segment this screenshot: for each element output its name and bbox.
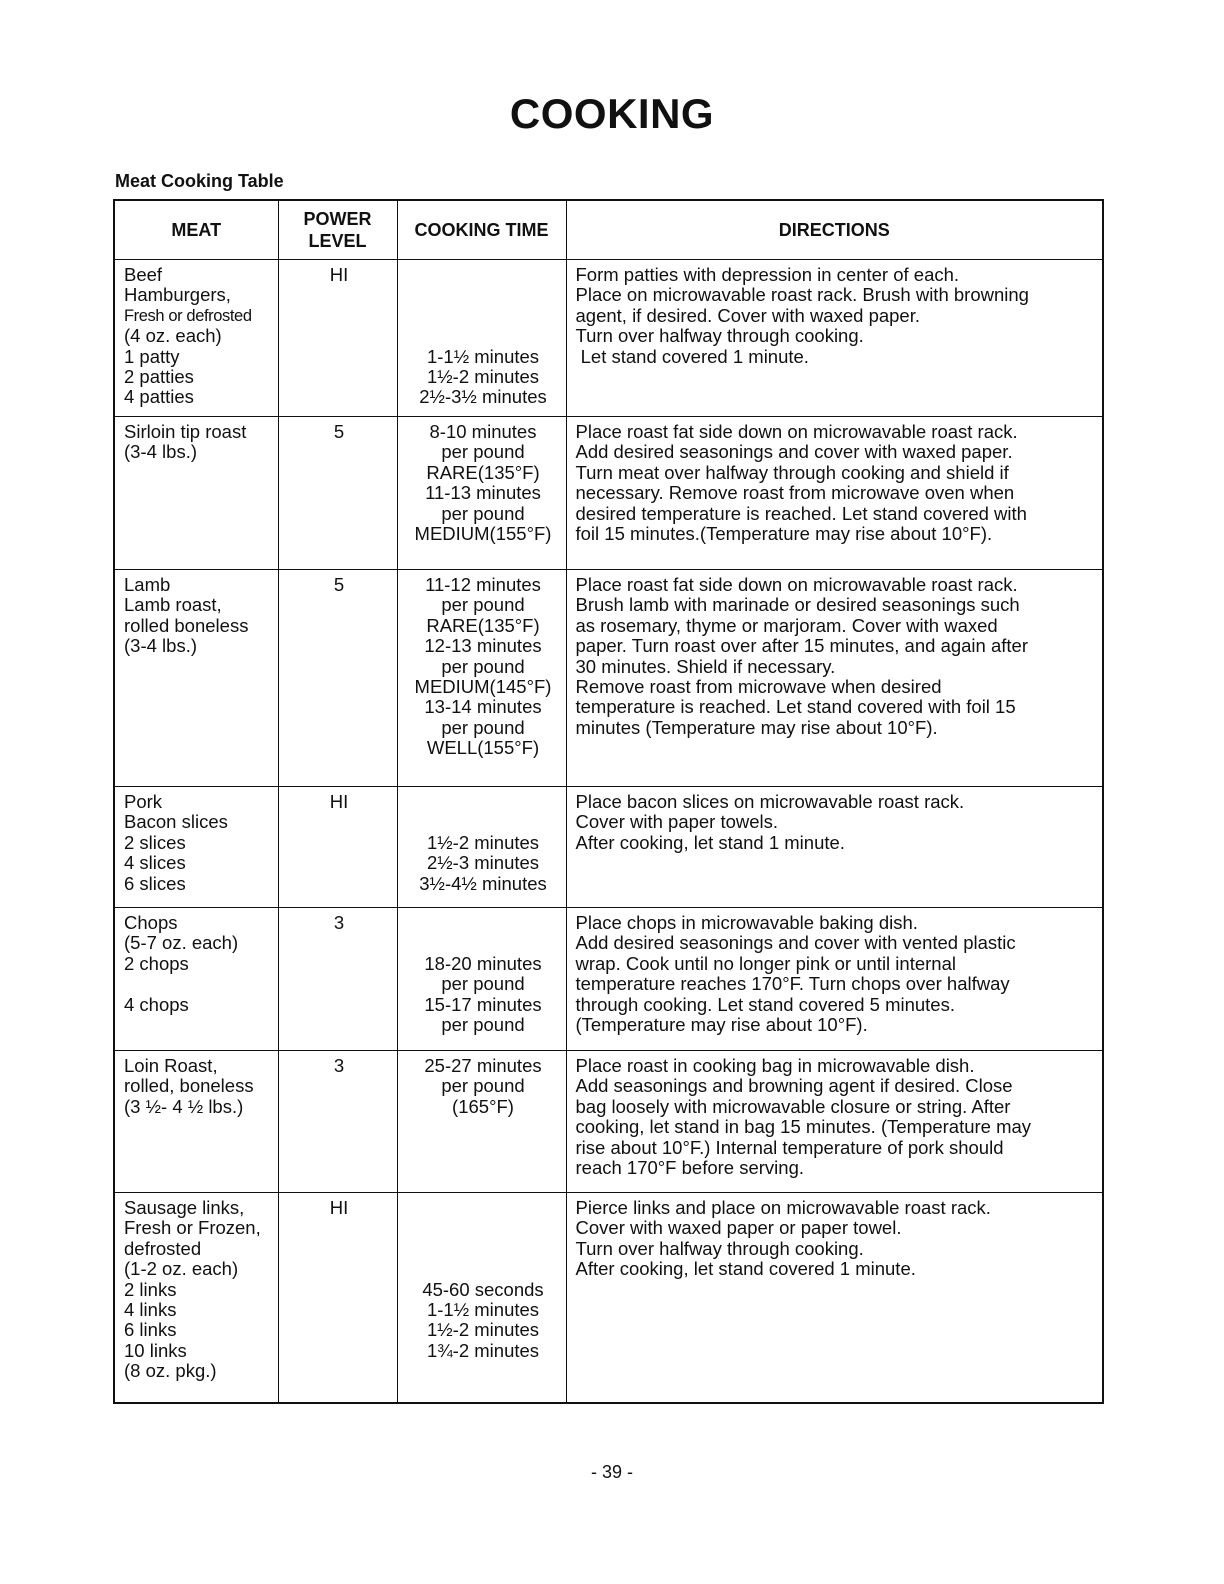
cell-directions-line: Let stand covered 1 minute. (575, 345, 809, 367)
cell-cooking-time (397, 908, 566, 1051)
cell-cooking-time-line: 13-14 minutes (424, 696, 542, 718)
page-title: COOKING (509, 90, 715, 137)
cell-directions (566, 1193, 1103, 1403)
cell-meat-line: defrosted (124, 1237, 202, 1259)
cell-cooking-time-line (407, 326, 560, 346)
cell-power-level (278, 908, 397, 1051)
table-row (114, 260, 1103, 417)
cell-power-level-value: 3 (333, 912, 345, 933)
cell-power-level-value: HI (329, 1197, 349, 1218)
table-row (114, 1193, 1103, 1403)
cell-meat (114, 570, 278, 787)
cell-cooking-time-line: 12-13 minutes (424, 635, 542, 657)
cell-cooking-time-line: per pound (441, 1075, 525, 1097)
cell-meat (114, 417, 278, 570)
cell-meat-line: Fresh or Frozen, (124, 1217, 261, 1239)
cell-cooking-time-line: 3½-4½ minutes (419, 872, 547, 894)
cell-cooking-time-line: per pound (441, 1014, 525, 1035)
cell-cooking-time-line: 25-27 minutes (424, 1055, 542, 1076)
cell-directions-line: through cooking. Let stand covered 5 minutes. (575, 993, 955, 1015)
cell-directions-line: Place bacon slices on microwavable roast rack. (575, 791, 965, 812)
cell-meat-line: 2 patties (124, 366, 194, 388)
cell-meat-line: 1 patty (124, 345, 180, 367)
cell-cooking-time-line: 1¾-2 minutes (426, 1339, 540, 1361)
cell-cooking-time-line: RARE(135°F) (426, 461, 540, 483)
cell-meat (114, 260, 278, 417)
cell-meat-line: Loin Roast, (124, 1055, 218, 1076)
cell-directions-line: Place roast in cooking bag in microwavable dish. (575, 1055, 975, 1076)
cell-power-level (278, 787, 397, 908)
cell-cooking-time-line (407, 1218, 560, 1238)
cell-cooking-time-line: per pound (441, 973, 525, 995)
cell-cooking-time-line: 1½-2 minutes (426, 1319, 540, 1341)
cell-directions (566, 1051, 1103, 1193)
cell-directions-line: Place chops in microwavable baking dish. (575, 912, 918, 933)
cell-cooking-time (397, 260, 566, 417)
cell-cooking-time (397, 1193, 566, 1403)
cell-directions-line: necessary. Remove roast from microwave oven when (575, 482, 1015, 504)
table-row (114, 1051, 1103, 1193)
cell-directions (566, 260, 1103, 417)
cell-cooking-time (397, 417, 566, 570)
cell-directions-line: Turn over halfway through cooking. (575, 1237, 864, 1259)
cell-cooking-time-line: 1-1½ minutes (426, 345, 540, 367)
cell-directions-line: Turn meat over halfway through cooking and shield if (575, 461, 1009, 483)
cell-cooking-time-line (407, 285, 560, 305)
cell-meat-line: (3-4 lbs.) (124, 441, 197, 463)
cell-cooking-time-line: per pound (441, 441, 525, 463)
cell-cooking-time-line: 1½-2 minutes (426, 365, 540, 387)
cell-meat-line (124, 974, 272, 994)
cell-meat-line: 2 chops (124, 952, 189, 974)
header-power-level (278, 200, 397, 260)
cell-cooking-time-line: (165°F) (452, 1095, 514, 1117)
cell-cooking-time-line (407, 792, 560, 812)
cell-cooking-time-line (407, 1259, 560, 1279)
cell-cooking-time (397, 1051, 566, 1193)
cell-meat (114, 908, 278, 1051)
cell-cooking-time-line: 45-60 seconds (422, 1278, 544, 1300)
cell-power-level (278, 570, 397, 787)
header-directions: DIRECTIONS (566, 200, 1103, 260)
cell-power-level (278, 417, 397, 570)
cell-meat-line: 6 links (124, 1319, 177, 1341)
header-power-line2: LEVEL (308, 231, 367, 251)
cell-directions-line: Add seasonings and browning agent if desired. Close (575, 1075, 1013, 1097)
cell-meat-line: 4 slices (124, 852, 186, 874)
cell-directions-line: After cooking, let stand covered 1 minute. (575, 1258, 916, 1280)
cell-power-level-value: 5 (333, 574, 345, 595)
cell-meat-line: rolled, boneless (124, 1075, 254, 1097)
cell-directions-line: Place on microwavable roast rack. Brush with browning (575, 284, 1029, 306)
cell-power-level (278, 1051, 397, 1193)
cell-directions-line: temperature is reached. Let stand covered with foil 15 (575, 696, 1016, 718)
cell-directions-line: After cooking, let stand 1 minute. (575, 831, 845, 853)
cell-directions-line: desired temperature is reached. Let stand covered with (575, 502, 1027, 524)
cell-cooking-time-line: per pound (441, 502, 525, 524)
cell-directions-line: Cover with paper towels. (575, 811, 779, 833)
cell-directions-line: bag loosely with microwavable closure or string. After (575, 1095, 1011, 1117)
header-meat: MEAT (114, 200, 278, 260)
table-body (114, 260, 1103, 1403)
cell-meat-line: 2 slices (124, 831, 186, 853)
cell-directions-line: Form patties with depression in center of each. (575, 264, 960, 285)
cell-directions-line: paper. Turn roast over after 15 minutes, and again after (575, 635, 1028, 657)
page-number: - 39 - (590, 1462, 633, 1482)
cell-cooking-time-line: WELL(155°F) (426, 737, 540, 759)
cell-directions (566, 570, 1103, 787)
cell-meat-line: (3-4 lbs.) (124, 635, 197, 657)
cell-directions-line: agent, if desired. Cover with waxed paper. (575, 304, 920, 326)
cell-power-level-value: HI (329, 264, 349, 285)
cell-meat-line: Sirloin tip roast (124, 421, 247, 442)
cell-meat-line: Bacon slices (124, 811, 228, 833)
cell-meat-line: 6 slices (124, 872, 186, 894)
cell-directions-line: 30 minutes. Shield if necessary. (575, 655, 836, 677)
cell-meat-line: Chops (124, 912, 178, 933)
cell-directions (566, 908, 1103, 1051)
cell-meat-line: 4 links (124, 1299, 177, 1321)
cell-meat-line: Hamburgers, (124, 284, 231, 306)
cell-cooking-time-line (407, 1198, 560, 1218)
cell-directions-line: Place roast fat side down on microwavable roast rack. (575, 421, 1018, 442)
cell-meat-line: 4 chops (124, 993, 189, 1015)
cell-directions (566, 417, 1103, 570)
cell-power-level (278, 260, 397, 417)
cell-meat (114, 787, 278, 908)
table-row (114, 417, 1103, 570)
cell-meat-line: Lamb (124, 574, 171, 595)
cell-directions-line: (Temperature may rise about 10°F). (575, 1014, 868, 1036)
cell-directions-line: foil 15 minutes.(Temperature may rise about 10°F). (575, 523, 993, 545)
cell-cooking-time-line (407, 265, 560, 285)
cell-cooking-time-line: 1½-2 minutes (426, 831, 540, 853)
cell-cooking-time-line: 8-10 minutes (429, 421, 537, 442)
cell-meat-line: Lamb roast, (124, 594, 222, 616)
cell-directions-line: temperature reaches 170°F. Turn chops over halfway (575, 973, 1010, 995)
table-title: Meat Cooking Table (115, 171, 284, 191)
cell-directions-line: minutes (Temperature may rise about 10°F). (575, 716, 938, 738)
cell-meat (114, 1193, 278, 1403)
cell-cooking-time-line: 18-20 minutes (424, 952, 542, 974)
cell-meat-line: Pork (124, 791, 163, 812)
cell-power-level-value: 5 (333, 421, 345, 442)
cell-power-level (278, 1193, 397, 1403)
cell-cooking-time (397, 570, 566, 787)
cell-meat-line: 4 patties (124, 386, 194, 408)
cell-power-level-value: 3 (333, 1055, 345, 1076)
cell-meat (114, 1051, 278, 1193)
cell-cooking-time (397, 787, 566, 908)
cell-directions-line: wrap. Cook until no longer pink or until internal (575, 952, 956, 974)
cell-meat-line: Beef (124, 264, 163, 285)
cell-cooking-time-line: 2½-3½ minutes (419, 386, 547, 408)
cell-meat-line: (8 oz. pkg.) (124, 1360, 217, 1382)
header-power-line1: POWER (303, 209, 372, 229)
cell-directions-line: Place roast fat side down on microwavable roast rack. (575, 574, 1018, 595)
cell-cooking-time-line (407, 913, 560, 933)
cell-directions-line: Add desired seasonings and cover with waxed paper. (575, 441, 1013, 463)
cell-meat-line: (5-7 oz. each) (124, 932, 239, 954)
cell-directions-line: Brush lamb with marinade or desired seasonings such (575, 594, 1020, 616)
cell-cooking-time-line: MEDIUM(155°F) (414, 523, 552, 545)
cell-cooking-time-line: 2½-3 minutes (426, 852, 540, 874)
cell-meat-line: (1-2 oz. each) (124, 1258, 239, 1280)
meat-cooking-table (113, 199, 1104, 1404)
cell-cooking-time-line: RARE(135°F) (426, 614, 540, 636)
cell-cooking-time-line (407, 306, 560, 326)
cell-cooking-time-line: 11-13 minutes (425, 482, 541, 504)
cell-directions-line: as rosemary, thyme or marjoram. Cover with waxed (575, 614, 998, 636)
table-row (114, 570, 1103, 787)
cell-directions-line: Remove roast from microwave when desired (575, 676, 942, 698)
table-header-row (114, 200, 1103, 260)
cell-directions-line: cooking, let stand in bag 15 minutes. (Temperature may (575, 1116, 1032, 1138)
cell-cooking-time-line: 11-12 minutes (425, 574, 541, 595)
cell-meat-line: 2 links (124, 1278, 177, 1300)
cell-meat-line: Sausage links, (124, 1197, 245, 1218)
cell-cooking-time-line (407, 933, 560, 953)
cell-cooking-time-line (407, 1239, 560, 1259)
cell-meat-line: Fresh or defrosted (124, 306, 252, 325)
cell-cooking-time-line: 15-17 minutes (424, 993, 542, 1015)
cell-cooking-time-line (407, 812, 560, 832)
cell-directions-line: Cover with waxed paper or paper towel. (575, 1217, 902, 1239)
table-row (114, 908, 1103, 1051)
table-row (114, 787, 1103, 908)
cell-directions-line: Add desired seasonings and cover with vented plastic (575, 932, 1016, 954)
cell-cooking-time-line: MEDIUM(145°F) (414, 676, 552, 698)
cell-meat-line: (3 ½- 4 ½ lbs.) (124, 1095, 244, 1117)
cell-directions-line: reach 170°F before serving. (575, 1157, 804, 1179)
cell-meat-line: 10 links (124, 1339, 187, 1361)
cell-cooking-time-line: per pound (441, 655, 525, 677)
cell-directions-line: Pierce links and place on microwavable roast rack. (575, 1197, 991, 1218)
cell-meat-line: rolled boneless (124, 614, 249, 636)
cell-meat-line: (4 oz. each) (124, 325, 222, 347)
cell-directions-line: Turn over halfway through cooking. (575, 325, 864, 347)
header-cooking-time: COOKING TIME (397, 200, 566, 260)
cell-cooking-time-line: per pound (441, 594, 525, 616)
cell-cooking-time-line: per pound (441, 716, 525, 738)
cell-power-level-value: HI (329, 791, 349, 812)
cell-directions-line: rise about 10°F.) Internal temperature of pork should (575, 1136, 1004, 1158)
cell-cooking-time-line: 1-1½ minutes (426, 1298, 540, 1320)
cell-directions (566, 787, 1103, 908)
